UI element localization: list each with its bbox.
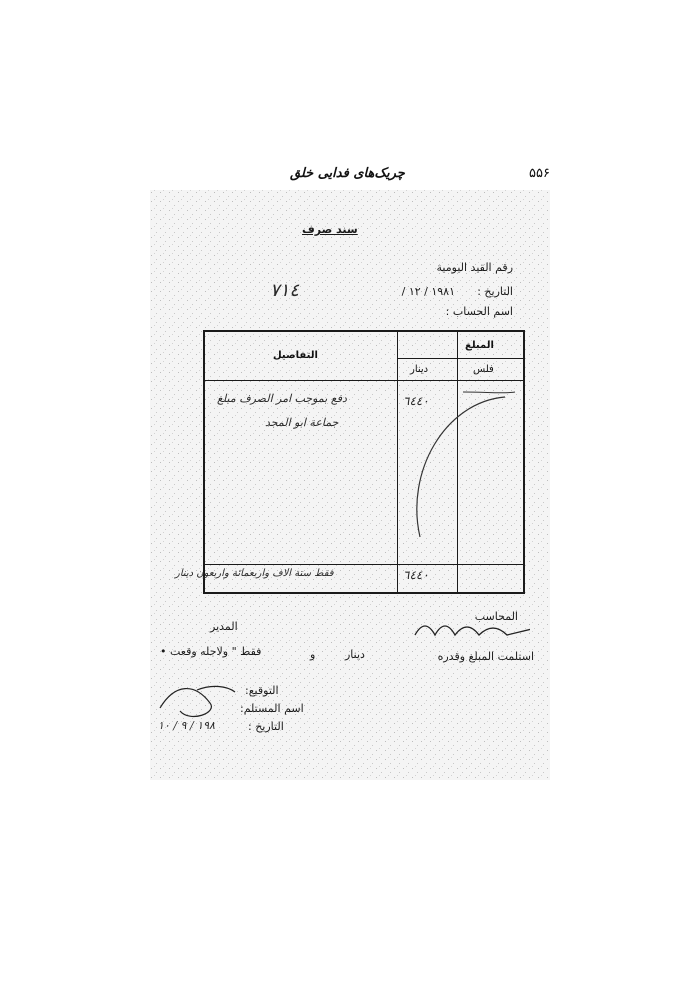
and-label: و — [310, 648, 316, 661]
only-label: فقط " ولاجله وقعت • — [160, 645, 262, 658]
handwritten-ref: ٧١٤ — [270, 280, 300, 301]
voucher-heading: سند صرف — [302, 223, 358, 236]
signature-label: التوقيع: — [245, 684, 279, 697]
page-number: ۵۵۶ — [529, 166, 550, 181]
details-header: التفاصيل — [273, 350, 318, 361]
voucher-table — [175, 330, 525, 594]
row-amount: ٦٤٤٠ — [403, 394, 429, 408]
total-amount: ٦٤٤٠ — [403, 568, 429, 582]
running-title: چریک‌های فدایی خلق — [290, 166, 405, 181]
dinar-label: دينار — [345, 648, 365, 661]
cancel-mark — [205, 332, 523, 592]
date-label: التاريخ : — [477, 285, 513, 298]
total-in-words: فقط ستة الاف واربعمائة واربعون دينار — [175, 568, 334, 579]
scanned-voucher — [150, 190, 550, 780]
row-detail-line2: جماعة ابو المجد — [265, 416, 339, 429]
received-amount-label: استلمت المبلغ وقدره — [437, 650, 534, 663]
director-label: المدير — [210, 620, 238, 633]
date-value: ١٩٨١ / ١٢ / — [401, 285, 455, 298]
receipt-date-label: التاريخ : — [248, 720, 284, 733]
accountant-label: المحاسب — [474, 610, 518, 623]
row-detail-line1: دفع بموجب امر الصرف مبلغ — [217, 392, 347, 405]
receiver-name-label: اسم المستلم: — [240, 702, 304, 715]
dinar-header: دينار — [410, 364, 429, 375]
page-header — [150, 166, 550, 186]
voucher-number-label: رقم القيد اليومية — [436, 261, 513, 274]
amount-header: المبلغ — [465, 340, 494, 351]
account-name-label: اسم الحساب : — [445, 305, 513, 318]
fils-header: فلس — [473, 364, 494, 375]
accountant-signature — [410, 615, 530, 645]
receipt-date-value: ١٩٨ / ٩ / ١٠ — [158, 719, 215, 732]
